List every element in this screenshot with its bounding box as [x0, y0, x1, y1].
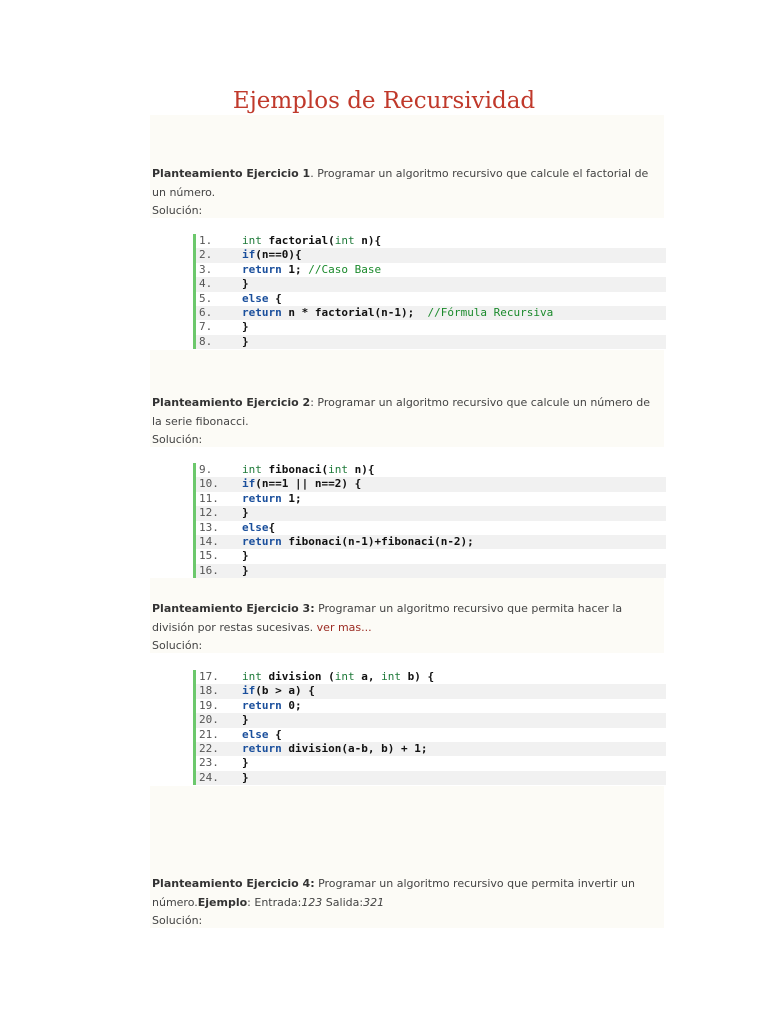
code-line: [196, 306, 666, 320]
line-number: 19.: [199, 698, 219, 712]
code-line: [196, 292, 666, 306]
code-line: [196, 477, 666, 491]
code-text: return fibonaci(n-1)+fibonaci(n-2);: [242, 534, 474, 548]
code-line: [196, 535, 666, 549]
line-number: 23.: [199, 756, 219, 770]
code-line: [196, 756, 666, 770]
code-line: [196, 248, 666, 262]
code-text: if(n==0){: [242, 248, 302, 262]
code-text: return 0;: [242, 698, 302, 712]
line-number: 14.: [199, 534, 219, 548]
code-text: else {: [242, 291, 282, 305]
line-number: 17.: [199, 670, 219, 683]
exercise-label: Planteamiento Ejercicio 3:: [152, 602, 315, 615]
code-block: [193, 463, 666, 578]
ejemplo-label: Ejemplo: [197, 895, 248, 909]
line-number: 18.: [199, 684, 219, 698]
code-text: if(n==1 || n==2) {: [242, 477, 362, 491]
code-text: }: [242, 756, 249, 770]
exercise-2-statement: Planteamiento Ejercicio 2: Programar un algoritmo recursivo que calcule un número de la serie fibonacci. Solución:: [152, 396, 651, 446]
code-line: [196, 263, 666, 277]
code-text: return n * factorial(n-1); //Fórmula Recursiva: [242, 305, 554, 319]
line-number: 1.: [199, 234, 213, 247]
line-number: 11.: [199, 491, 219, 505]
code-line: [196, 549, 666, 563]
code-text: }: [242, 277, 249, 291]
code-text: }: [242, 320, 249, 334]
line-number: 7.: [199, 320, 213, 334]
code-text: }: [242, 563, 249, 577]
line-number: 13.: [199, 520, 219, 534]
code-line: [196, 699, 666, 713]
page-title: Ejemplos de Recursividad: [232, 88, 536, 114]
code-line: [196, 277, 666, 291]
exercise-label: Planteamiento Ejercicio 2: [152, 396, 311, 409]
code-text: int factorial(int n){: [242, 234, 382, 247]
code-line: [196, 771, 666, 785]
code-line: [196, 564, 666, 578]
line-number: 2.: [199, 248, 213, 262]
code-text: if(b > a) {: [242, 684, 315, 698]
line-number: 24.: [199, 770, 219, 784]
code-text: }: [242, 770, 249, 784]
code-block: [193, 234, 666, 349]
code-line: [196, 492, 666, 506]
code-text: }: [242, 713, 249, 727]
line-number: 10.: [199, 477, 219, 491]
code-text: return 1;: [242, 491, 302, 505]
code-line: [196, 713, 666, 727]
line-number: 20.: [199, 713, 219, 727]
line-number: 21.: [199, 727, 219, 741]
line-number: 12.: [199, 506, 219, 520]
exercise-label: Planteamiento Ejercicio 1: [152, 167, 311, 180]
exercise-4-statement: Planteamiento Ejercicio 4: Programar un algoritmo recursivo que permita invertir un número.Ejemplo: Entrada:123 Salida:321 Solución:: [152, 877, 635, 927]
code-line: [196, 521, 666, 535]
code-line: [196, 234, 666, 248]
line-number: 9.: [199, 463, 213, 476]
line-number: 15.: [199, 549, 219, 563]
code-line: [196, 506, 666, 520]
exercise-3-statement: Planteamiento Ejercicio 3: Programar un algoritmo recursivo que permita hacer la división por restas sucesivas. ver mas... Solución:: [152, 602, 623, 652]
line-number: 5.: [199, 291, 213, 305]
salida-value: 321: [363, 895, 385, 909]
solution-label: Solución:: [152, 914, 203, 927]
code-text: int division (int a, int b) {: [242, 670, 435, 683]
solution-label: Solución:: [152, 204, 203, 217]
exercise-label: Planteamiento Ejercicio 4:: [152, 877, 315, 890]
line-number: 8.: [199, 334, 213, 348]
code-text: }: [242, 506, 249, 520]
solution-label: Solución:: [152, 433, 203, 446]
code-text: }: [242, 549, 249, 563]
line-number: 4.: [199, 277, 213, 291]
code-text: int fibonaci(int n){: [242, 463, 375, 476]
solution-label: Solución:: [152, 639, 203, 652]
code-line: [196, 463, 666, 477]
ver-mas-link[interactable]: ver mas...: [316, 620, 372, 634]
code-text: else{: [242, 520, 276, 534]
code-text: return division(a-b, b) + 1;: [242, 741, 428, 755]
code-text: }: [242, 334, 249, 348]
line-number: 22.: [199, 741, 219, 755]
code-line: [196, 335, 666, 349]
code-line: [196, 320, 666, 334]
entrada-value: 123: [301, 895, 323, 909]
line-number: 16.: [199, 563, 219, 577]
code-line: [196, 684, 666, 698]
line-number: 6.: [199, 305, 213, 319]
code-block: [193, 670, 666, 785]
line-number: 3.: [199, 262, 213, 276]
exercise-1-statement: Planteamiento Ejercicio 1. Programar un algoritmo recursivo que calcule el factorial de un número. Solución:: [152, 167, 649, 217]
code-text: return 1; //Caso Base: [242, 262, 382, 276]
code-line: [196, 742, 666, 756]
code-line: [196, 670, 666, 684]
code-line: [196, 728, 666, 742]
code-text: else {: [242, 727, 282, 741]
